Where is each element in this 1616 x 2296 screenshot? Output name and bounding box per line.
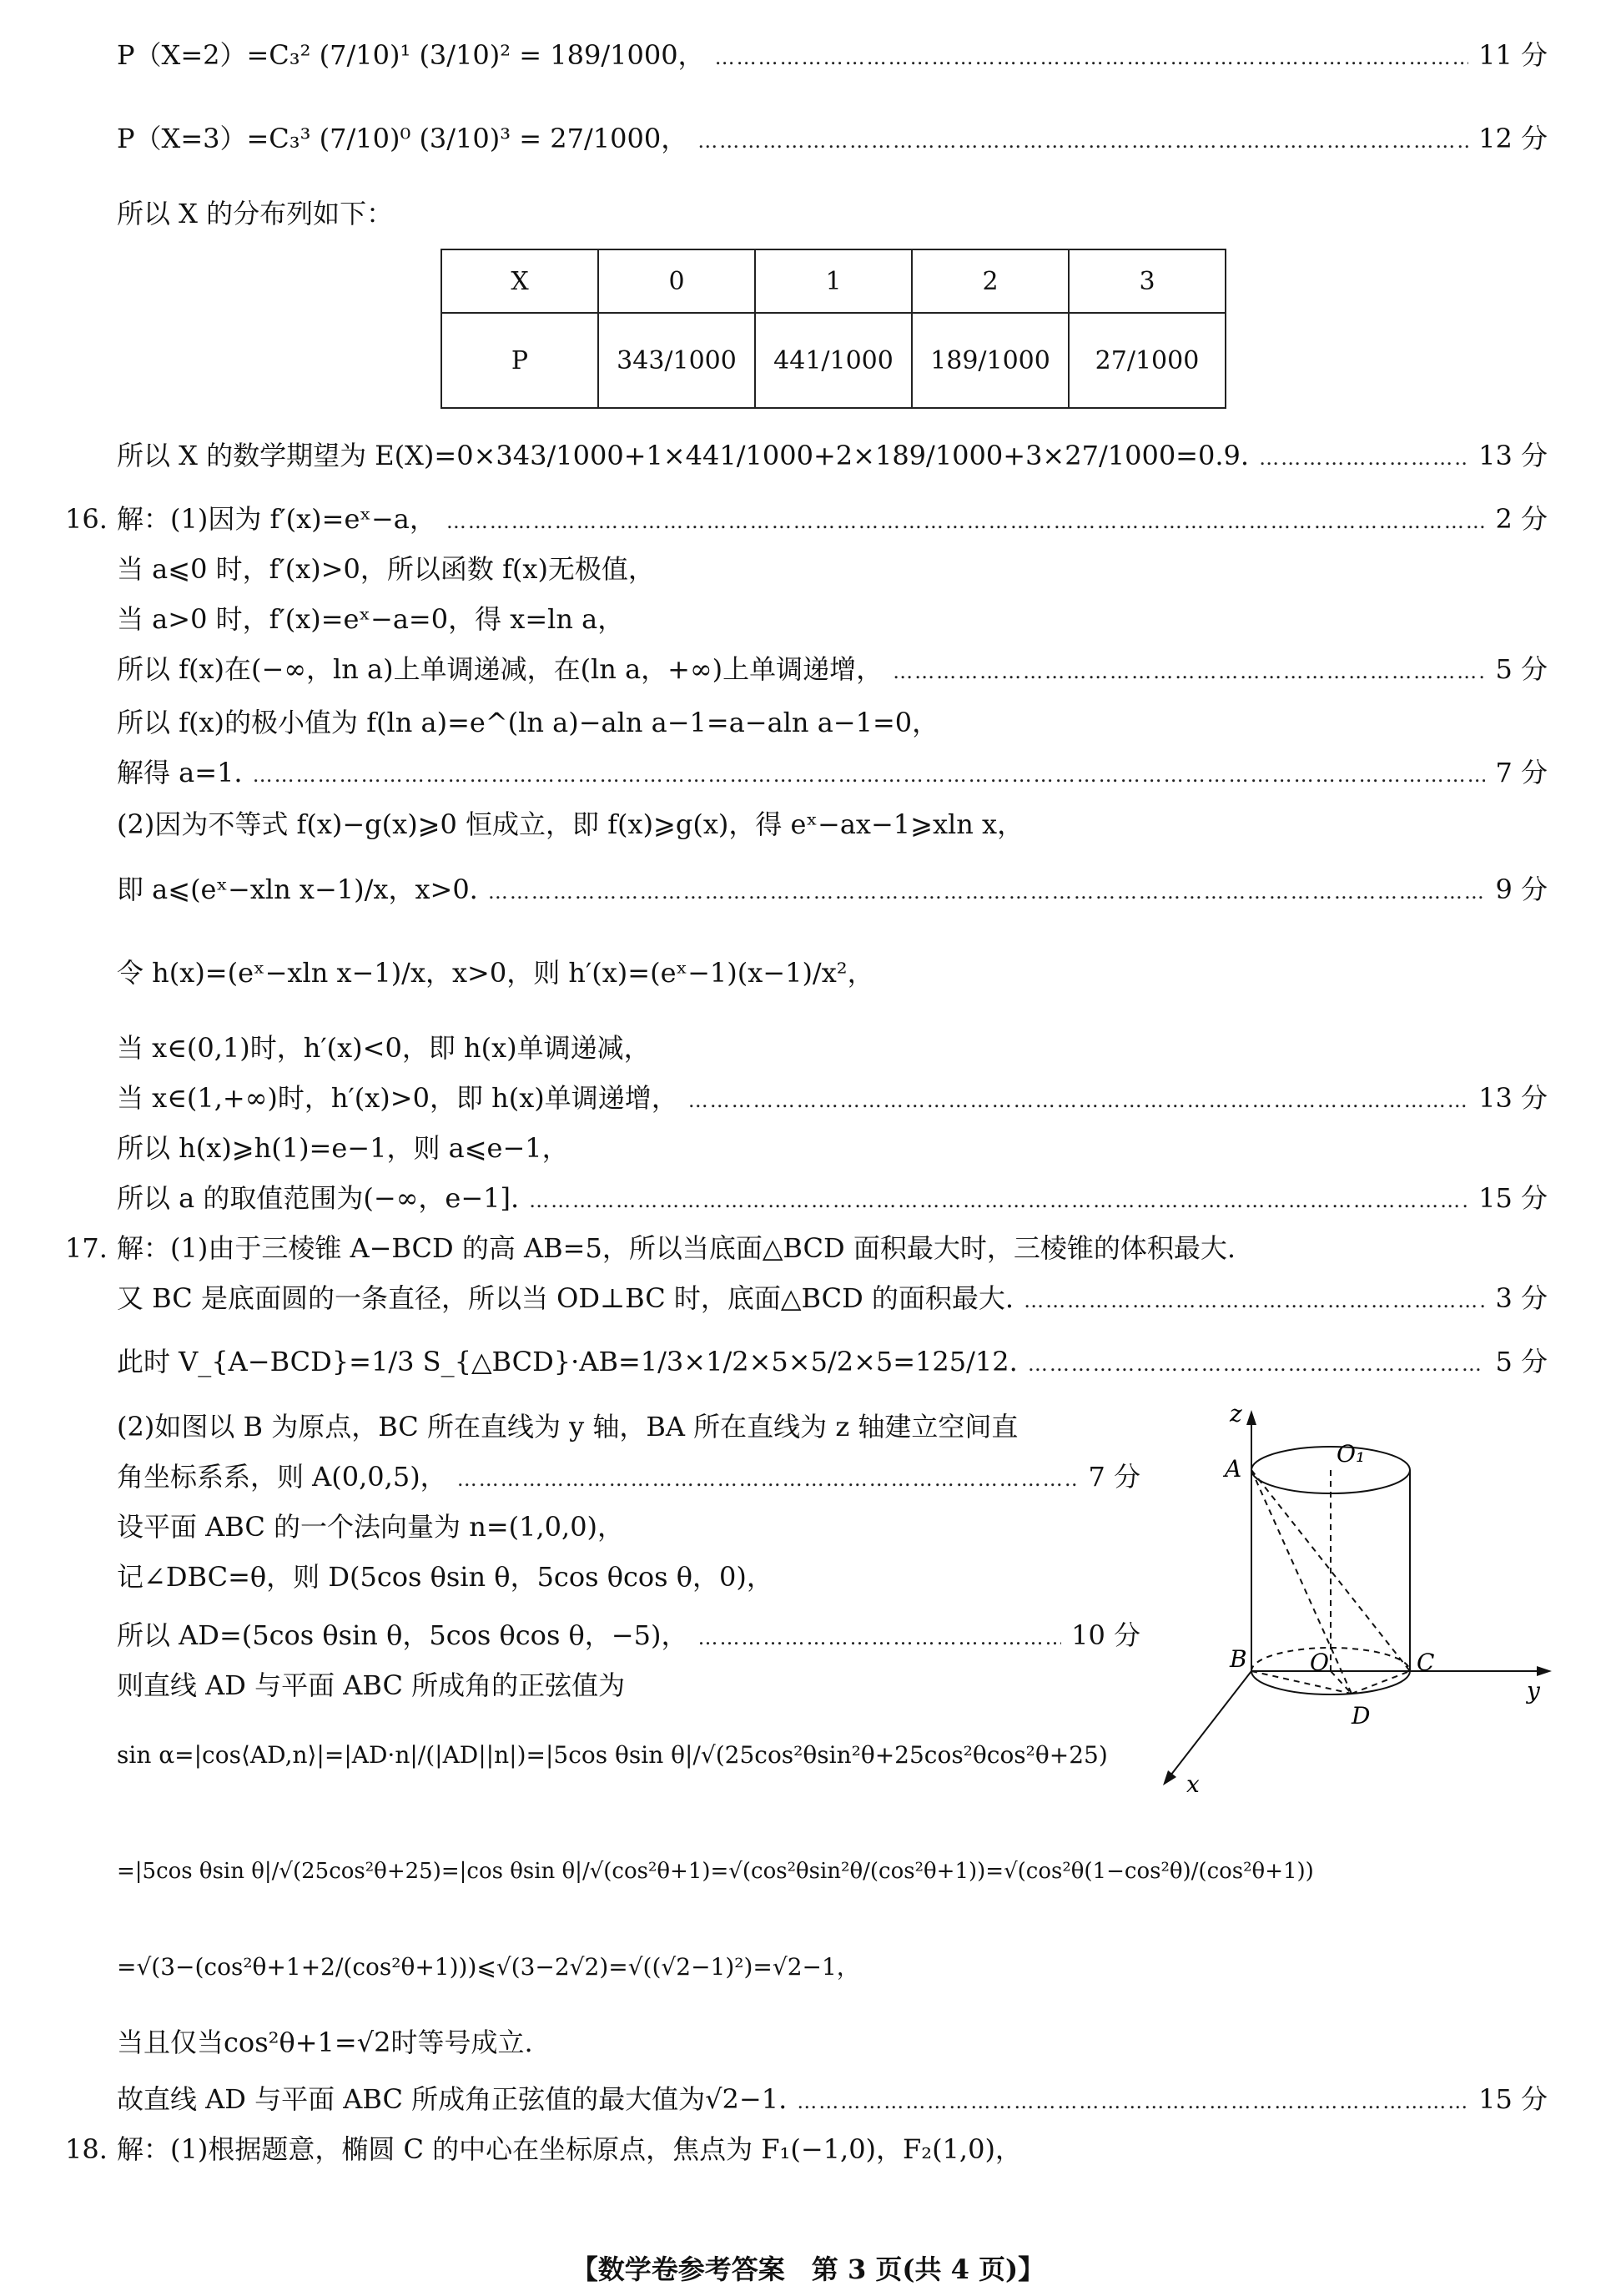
text: 当 a>0 时，f′(x)=eˣ−a=0，得 x=ln a， bbox=[117, 603, 625, 635]
score-label: 5 分 bbox=[1495, 1346, 1548, 1377]
score-label: 12 分 bbox=[1478, 123, 1548, 154]
answer-line-q16-8 bbox=[117, 876, 1548, 903]
score-label: 2 分 bbox=[1495, 503, 1548, 535]
score-label: 5 分 bbox=[1495, 653, 1548, 685]
text: (2)如图以 B 为原点，BC 所在直线为 y 轴，BA 所在直线为 z 轴建立空间直 bbox=[117, 1411, 1019, 1443]
score-label: 7 分 bbox=[1088, 1461, 1140, 1493]
score-label: 15 分 bbox=[1478, 1182, 1548, 1214]
answer-line-q16-4 bbox=[117, 653, 1548, 685]
text: 所以 a 的取值范围为(−∞，e−1]. bbox=[117, 1182, 520, 1214]
text: 所以 f(x)在(−∞，ln a)上单调递减，在(ln a，+∞)上单调递增， bbox=[117, 653, 884, 685]
table-header-row bbox=[441, 249, 1226, 313]
score-label: 11 分 bbox=[1478, 39, 1548, 71]
answer-line-q17-4 bbox=[117, 1411, 1140, 1443]
score-leader-dots bbox=[1028, 1352, 1486, 1372]
table-cell: 441/1000 bbox=[755, 313, 912, 408]
answer-line-q17-12 bbox=[117, 1953, 1548, 1981]
score-label: 7 分 bbox=[1495, 757, 1548, 788]
text: (2)因为不等式 f(x)−g(x)⩾0 恒成立，即 f(x)⩾g(x)，得 eˣ−ax−1⩾xln x， bbox=[117, 808, 1024, 840]
answer-line-q17-6 bbox=[117, 1511, 1140, 1543]
distribution-table bbox=[440, 249, 1226, 409]
score-leader-dots bbox=[457, 1467, 1079, 1487]
text: 设平面 ABC 的一个法向量为 n=(1,0,0)， bbox=[117, 1511, 625, 1543]
formula-text: =|5cos θsin θ|/√(25cos²θ+25)=|cos θsin θ|/√(cos²θ+1)=√(cos²θsin²θ/(cos²θ+1))=√(cos²θ(1−cos²θ)/(cos²θ+1)) bbox=[117, 1859, 1314, 1884]
answer-line-q16-13 bbox=[117, 1182, 1548, 1214]
answer-line-q16-5 bbox=[117, 709, 1548, 736]
table-row bbox=[441, 313, 1226, 408]
line-od-dashed bbox=[1331, 1671, 1352, 1694]
table-cell: 3 bbox=[1069, 249, 1226, 313]
answer-line-q17-2 bbox=[117, 1282, 1548, 1314]
answer-line-p3 bbox=[117, 125, 1548, 152]
text: 又 BC 是底面圆的一条直径，所以当 OD⊥BC 时，底面△BCD 的面积最大. bbox=[117, 1282, 1014, 1314]
table-cell: 27/1000 bbox=[1069, 313, 1226, 408]
score-leader-dots bbox=[488, 879, 1486, 899]
score-label: 13 分 bbox=[1478, 1082, 1548, 1114]
score-leader-dots bbox=[697, 1625, 1061, 1645]
answer-line-q18-1 bbox=[65, 2133, 1548, 2165]
score-leader-dots bbox=[688, 1088, 1468, 1108]
text: 解：(1)因为 f′(x)=eˣ−a， bbox=[117, 503, 436, 535]
question-number: 17. bbox=[65, 1232, 108, 1264]
label-o1: O₁ bbox=[1337, 1440, 1366, 1468]
table-cell: 343/1000 bbox=[598, 313, 755, 408]
score-leader-dots bbox=[253, 763, 1486, 783]
score-leader-dots bbox=[1024, 1288, 1485, 1308]
answer-line-q16-9 bbox=[117, 957, 1548, 989]
score-label: 15 分 bbox=[1478, 2083, 1548, 2115]
text: 所以 h(x)⩾h(1)=e−1，则 a⩽e−1， bbox=[117, 1132, 569, 1164]
line-ad-dashed bbox=[1251, 1470, 1352, 1694]
answer-line-q16-11 bbox=[117, 1082, 1548, 1114]
answer-line-q16-3 bbox=[117, 603, 1548, 635]
text: 角坐标系系，则 A(0,0,5)， bbox=[117, 1461, 447, 1493]
table-cell: 0 bbox=[598, 249, 755, 313]
table-cell: X bbox=[441, 249, 598, 313]
score-leader-dots bbox=[446, 509, 1486, 529]
text: 此时 V_{A−BCD}=1/3 S_{△BCD}·AB=1/3×1/2×5×5/2×5=125/12. bbox=[117, 1346, 1018, 1377]
answer-line-q16-10 bbox=[117, 1032, 1548, 1064]
text: 当 a⩽0 时，f′(x)>0，所以函数 f(x)无极值， bbox=[117, 553, 655, 585]
label-c: C bbox=[1417, 1649, 1435, 1676]
label-x: x bbox=[1186, 1770, 1200, 1798]
text: 所以 X 的分布列如下： bbox=[117, 198, 394, 229]
line-bd-dashed bbox=[1251, 1671, 1352, 1694]
x-axis bbox=[1168, 1671, 1251, 1779]
answer-line-q17-5 bbox=[117, 1461, 1140, 1493]
answer-line-p2 bbox=[117, 39, 1548, 71]
text: 当且仅当cos²θ+1=√2时等号成立. bbox=[117, 2027, 533, 2058]
formula-text: P（X=3）=C₃³ (7/10)⁰ (3/10)³ = 27/1000， bbox=[117, 123, 688, 154]
formula-text: 所以 X 的数学期望为 E(X)=0×343/1000+1×441/1000+2×189/1000+3×27/1000=0.9. bbox=[117, 440, 1250, 471]
text: 当 x∈(1,+∞)时，h′(x)>0，即 h(x)单调递增， bbox=[117, 1082, 678, 1114]
answer-line-q17-1 bbox=[65, 1232, 1548, 1264]
table-cell: 2 bbox=[912, 249, 1069, 313]
z-axis-arrow-icon bbox=[1246, 1410, 1256, 1425]
answer-line-q17-7 bbox=[117, 1561, 1140, 1593]
table-cell: 189/1000 bbox=[912, 313, 1069, 408]
answer-line-q17-3 bbox=[117, 1348, 1548, 1375]
answer-line-q17-11 bbox=[117, 1860, 1548, 1882]
text: 所以 f(x)的极小值为 f(ln a)=e^(ln a)−aln a−1=a−aln a−1=0， bbox=[117, 707, 939, 738]
answer-line-q16-2 bbox=[117, 553, 1548, 585]
label-y: y bbox=[1527, 1677, 1540, 1704]
answer-line-q16-12 bbox=[117, 1132, 1548, 1164]
y-axis-arrow-icon bbox=[1537, 1666, 1552, 1676]
score-leader-dots bbox=[893, 659, 1485, 679]
cylinder-coordinate-figure bbox=[1143, 1402, 1560, 1802]
x-axis-arrow-icon bbox=[1163, 1770, 1176, 1785]
score-leader-dots bbox=[715, 45, 1469, 65]
score-label: 9 分 bbox=[1495, 874, 1548, 905]
score-leader-dots bbox=[697, 128, 1468, 149]
answer-line-q17-13 bbox=[117, 2029, 1548, 2056]
text: 所以 AD=(5cos θsin θ，5cos θcos θ，−5)， bbox=[117, 1619, 688, 1651]
label-z: z bbox=[1230, 1402, 1242, 1427]
answer-line-q16-7 bbox=[117, 808, 1548, 840]
question-number: 18. bbox=[65, 2133, 108, 2165]
score-leader-dots bbox=[797, 2089, 1468, 2109]
question-number: 16. bbox=[65, 503, 108, 535]
answer-line-q16-6 bbox=[117, 759, 1548, 786]
text: 解得 a=1. bbox=[117, 757, 243, 788]
label-d: D bbox=[1352, 1702, 1371, 1730]
answer-line-q17-9 bbox=[117, 1669, 1140, 1701]
text: 解：(1)由于三棱锥 A−BCD 的高 AB=5，所以当底面△BCD 面积最大时，三棱锥的体积最大. bbox=[117, 1232, 1236, 1264]
text: 当 x∈(0,1)时，h′(x)<0，即 h(x)单调递减， bbox=[117, 1032, 651, 1064]
table-cell: P bbox=[441, 313, 598, 408]
formula-text: =√(3−(cos²θ+1+2/(cos²θ+1)))⩽√(3−2√2)=√((√2−1)²)=√2−1， bbox=[117, 1953, 860, 1981]
label-o: O bbox=[1310, 1649, 1329, 1676]
answer-line-q17-8 bbox=[117, 1619, 1140, 1651]
answer-line-expect bbox=[117, 442, 1548, 469]
label-b: B bbox=[1230, 1645, 1247, 1673]
text: 解：(1)根据题意，椭圆 C 的中心在坐标原点，焦点为 F₁(−1,0)，F₂(1,0)， bbox=[117, 2133, 1022, 2165]
score-label: 10 分 bbox=[1071, 1619, 1140, 1651]
text: 故直线 AD 与平面 ABC 所成角正弦值的最大值为√2−1. bbox=[117, 2083, 788, 2115]
answer-line-q16-1 bbox=[65, 503, 1548, 535]
score-leader-dots bbox=[1259, 446, 1468, 466]
text: 令 h(x)=(eˣ−xln x−1)/x，x>0，则 h′(x)=(eˣ−1)(x−1)/x²， bbox=[117, 957, 874, 989]
text: 即 a⩽(eˣ−xln x−1)/x，x>0. bbox=[117, 874, 478, 905]
text: 则直线 AD 与平面 ABC 所成角的正弦值为 bbox=[117, 1669, 626, 1701]
label-a: A bbox=[1225, 1455, 1242, 1483]
formula-text: sin α=|cos⟨AD,n⟩|=|AD·n|/(|AD||n|)=|5cos θsin θ|/√(25cos²θsin²θ+25cos²θcos²θ+25) bbox=[117, 1741, 1108, 1769]
cylinder-bottom-front-arc bbox=[1251, 1671, 1410, 1694]
answer-line-dist-intro bbox=[117, 200, 1548, 227]
text: 记∠DBC=θ，则 D(5cos θsin θ，5cos θcos θ，0)， bbox=[117, 1561, 773, 1593]
score-label: 13 分 bbox=[1478, 440, 1548, 471]
formula-text: P（X=2）=C₃² (7/10)¹ (3/10)² = 189/1000， bbox=[117, 39, 705, 71]
answer-line-q17-14 bbox=[117, 2083, 1548, 2115]
table-cell: 1 bbox=[755, 249, 912, 313]
page-footer: 【数学卷参考答案 第 3 页(共 4 页)】 bbox=[571, 2253, 1045, 2285]
score-label: 3 分 bbox=[1495, 1282, 1548, 1314]
score-leader-dots bbox=[529, 1188, 1468, 1208]
